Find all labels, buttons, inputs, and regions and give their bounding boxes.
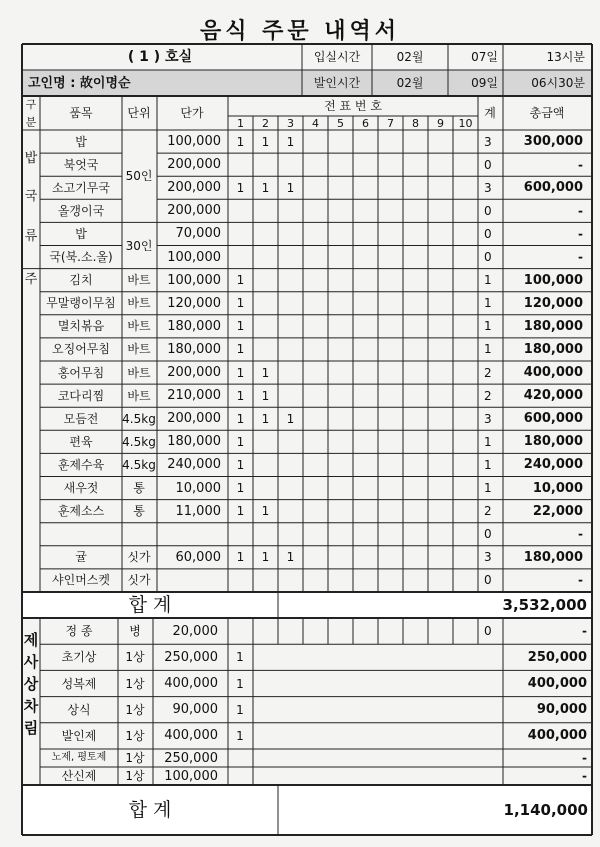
header-unit: 단위	[127, 106, 151, 120]
memorial-unit: 1상	[125, 650, 145, 665]
memorial-item: 정 종	[65, 624, 93, 639]
slip-mark: 1	[236, 296, 245, 311]
section-label-memorial: 차	[23, 696, 39, 715]
item-name: 오징어무침	[52, 342, 110, 357]
item-count: 1	[484, 457, 492, 472]
memorial-total: -	[582, 769, 587, 783]
item-unit: 통	[133, 481, 145, 496]
subtotal-food-label: 합 계	[128, 593, 172, 616]
slip-mark: 1	[236, 434, 245, 449]
item-count: 2	[484, 388, 492, 403]
memorial-mark: 1	[236, 702, 244, 717]
memorial-unit: 1상	[125, 728, 145, 743]
memorial-item: 성복제	[61, 676, 97, 691]
memorial-price: 250,000	[164, 649, 218, 665]
section-label-memorial: 림	[23, 718, 39, 737]
item-count: 0	[484, 527, 492, 542]
header-category: 분	[25, 115, 37, 129]
slip-number-5: 5	[337, 116, 344, 130]
slip-mark: 1	[261, 365, 270, 380]
memorial-mark: 1	[236, 650, 244, 665]
item-unit: 바트	[127, 273, 151, 288]
memorial-price: 250,000	[164, 750, 218, 766]
item-name: 소고기무국	[52, 180, 110, 195]
item-name: 김치	[69, 273, 93, 288]
section-label-type: 류	[24, 228, 38, 244]
slip-mark: 1	[261, 134, 270, 149]
slip-mark: 1	[286, 180, 295, 195]
item-unit: 바트	[127, 388, 151, 403]
slip-mark: 1	[236, 365, 245, 380]
item-total: 180,000	[523, 549, 583, 565]
item-unit: 통	[133, 504, 145, 519]
item-total: -	[578, 226, 583, 241]
memorial-total: 250,000	[527, 649, 587, 665]
item-price: 210,000	[167, 388, 221, 404]
item-price: 180,000	[167, 318, 221, 334]
item-total: 300,000	[523, 134, 583, 150]
item-name: 모듬전	[63, 411, 99, 426]
item-count: 0	[484, 203, 492, 218]
item-count: 0	[484, 226, 492, 241]
slip-mark: 1	[261, 180, 270, 195]
shared-unit-30: 30인	[125, 238, 153, 253]
departure-month: 02월	[396, 76, 424, 90]
item-unit: 4.5kg	[122, 411, 156, 426]
item-count: 0	[484, 573, 492, 588]
shared-unit-50: 50인	[125, 169, 153, 184]
item-total: 22,000	[532, 503, 583, 519]
item-total: 10,000	[532, 480, 583, 496]
item-price: 180,000	[167, 341, 221, 357]
slip-number-2: 2	[262, 116, 269, 130]
item-price: 70,000	[175, 226, 221, 242]
item-name: 샤인머스켓	[52, 573, 110, 588]
item-total: 600,000	[523, 411, 583, 427]
slip-mark: 1	[261, 411, 270, 426]
header-count: 계	[484, 106, 496, 120]
slip-mark: 1	[236, 273, 245, 288]
slip-number-7: 7	[387, 116, 394, 130]
memorial-item: 발인제	[61, 728, 97, 743]
slip-number-10: 10	[458, 116, 473, 130]
item-count: 3	[484, 411, 492, 426]
item-count: 2	[484, 504, 492, 519]
item-name: 국(북.소.올)	[49, 250, 113, 265]
item-total: 180,000	[523, 341, 583, 357]
subtotal-memorial-label: 합 계	[128, 798, 172, 821]
item-total: 100,000	[523, 272, 583, 288]
memorial-price: 400,000	[164, 676, 218, 691]
item-price: 200,000	[167, 180, 221, 196]
item-total: -	[578, 157, 583, 172]
memorial-price: 100,000	[164, 768, 218, 784]
memorial-count: 0	[484, 624, 492, 639]
slip-mark: 1	[261, 550, 270, 565]
section-label-memorial: 제	[23, 630, 39, 649]
memorial-unit: 병	[129, 624, 141, 639]
slip-mark: 1	[286, 411, 295, 426]
item-name: 북엇국	[63, 157, 99, 172]
item-total: 180,000	[523, 434, 583, 450]
page-title: 음식 주문 내역서	[199, 19, 401, 44]
departure-time: 06시30분	[531, 76, 585, 90]
memorial-unit: 1상	[125, 751, 145, 765]
slip-number-8: 8	[412, 116, 419, 130]
item-name: 훈제소스	[57, 504, 105, 519]
memorial-unit: 1상	[125, 676, 145, 691]
header-total: 총금액	[529, 106, 565, 120]
memorial-total: 400,000	[527, 676, 587, 691]
item-count: 3	[484, 550, 492, 565]
item-total: 120,000	[523, 295, 583, 311]
slip-number-3: 3	[287, 116, 294, 130]
slip-mark: 1	[286, 550, 295, 565]
item-count: 0	[484, 157, 492, 172]
memorial-price: 90,000	[172, 702, 218, 718]
memorial-price: 400,000	[164, 728, 218, 744]
subtotal-food-amount: 3,532,000	[502, 595, 587, 614]
section-label-soup: 국	[24, 188, 38, 204]
slip-mark: 1	[286, 134, 295, 149]
item-price: 200,000	[167, 157, 221, 173]
item-count: 1	[484, 342, 492, 357]
item-unit: 4.5kg	[122, 457, 156, 472]
memorial-item: 노제, 평토제	[51, 752, 107, 763]
item-name: 새우젓	[63, 481, 99, 496]
item-unit: 바트	[127, 365, 151, 380]
memorial-item: 상식	[67, 702, 91, 717]
item-unit: 바트	[127, 296, 151, 311]
item-total: 180,000	[523, 318, 583, 334]
item-price: 240,000	[167, 457, 221, 473]
slip-mark: 1	[236, 388, 245, 403]
item-price: 11,000	[175, 503, 221, 519]
section-label-side: 주	[24, 272, 38, 288]
departure-day: 09일	[471, 76, 498, 90]
slip-mark: 1	[236, 550, 245, 565]
item-price: 120,000	[167, 295, 221, 311]
memorial-price: 20,000	[172, 623, 218, 639]
slip-number-6: 6	[362, 116, 369, 130]
item-total: -	[578, 250, 583, 265]
checkin-label: 입실시간	[313, 50, 361, 64]
item-total: -	[578, 203, 583, 218]
subtotal-memorial-amount: 1,140,000	[503, 800, 588, 819]
item-name: 올갱이국	[57, 203, 105, 218]
slip-number-9: 9	[437, 116, 444, 130]
header-slip-number: 전 표 번 호	[324, 99, 382, 113]
item-name: 귤	[75, 550, 87, 565]
item-name: 밥	[75, 134, 87, 149]
item-name: 코다리찜	[57, 388, 105, 403]
slip-mark: 1	[236, 342, 245, 357]
slip-mark: 1	[236, 457, 245, 472]
item-total: 600,000	[523, 180, 583, 196]
slip-mark: 1	[236, 481, 245, 496]
memorial-mark: 1	[236, 676, 244, 691]
item-price: 200,000	[167, 365, 221, 381]
item-unit: 바트	[127, 342, 151, 357]
item-total: 420,000	[523, 388, 583, 404]
item-count: 1	[484, 273, 492, 288]
section-label-rice: 밥	[24, 150, 38, 166]
slip-mark: 1	[236, 411, 245, 426]
item-count: 1	[484, 296, 492, 311]
slip-mark: 1	[236, 319, 245, 334]
item-unit: 4.5kg	[122, 434, 156, 449]
item-count: 1	[484, 319, 492, 334]
slip-mark: 1	[236, 134, 245, 149]
item-name: 훈제수육	[57, 457, 105, 472]
item-unit: 바트	[127, 319, 151, 334]
memorial-item: 초기상	[61, 650, 97, 665]
slip-mark: 1	[261, 388, 270, 403]
slip-mark: 1	[236, 180, 245, 195]
item-price: 10,000	[175, 480, 221, 496]
item-price: 180,000	[167, 434, 221, 450]
item-count: 3	[484, 134, 492, 149]
item-unit: 싯가	[127, 550, 151, 565]
item-count: 1	[484, 434, 492, 449]
memorial-total: -	[582, 751, 587, 765]
item-name: 편육	[69, 434, 93, 449]
item-name: 홍어무침	[57, 365, 105, 380]
memorial-unit: 1상	[125, 702, 145, 717]
memorial-total: -	[582, 624, 587, 639]
item-name: 무말랭이무침	[46, 296, 116, 311]
item-total: -	[578, 527, 583, 542]
memorial-unit: 1상	[125, 769, 145, 783]
section-label-memorial: 상	[23, 674, 39, 693]
item-price: 200,000	[167, 411, 221, 427]
section-label-memorial: 사	[23, 652, 39, 671]
checkin-month: 02월	[396, 50, 424, 64]
item-total: 240,000	[523, 457, 583, 473]
slip-mark: 1	[261, 504, 270, 519]
item-name: 멸치볶음	[57, 319, 105, 334]
deceased-name: 고인명 : 故이명순	[28, 75, 131, 91]
item-price: 60,000	[175, 549, 221, 565]
item-price: 100,000	[167, 249, 221, 265]
item-count: 0	[484, 250, 492, 265]
checkin-time: 13시분	[546, 50, 585, 64]
item-count: 1	[484, 481, 492, 496]
item-price: 100,000	[167, 134, 221, 150]
header-category: 구	[25, 97, 37, 111]
slip-mark: 1	[236, 504, 245, 519]
item-total: -	[578, 573, 583, 588]
item-total: 400,000	[523, 365, 583, 381]
memorial-item: 산신제	[61, 769, 97, 783]
slip-number-1: 1	[237, 116, 244, 130]
header-price: 단가	[180, 106, 204, 120]
departure-label: 발인시간	[313, 76, 361, 90]
header-item: 품목	[69, 106, 93, 120]
memorial-mark: 1	[236, 728, 244, 743]
item-count: 2	[484, 365, 492, 380]
item-unit: 싯가	[127, 573, 151, 588]
room-number: ( 1 ) 호실	[127, 49, 193, 65]
slip-number-4: 4	[312, 116, 319, 130]
item-count: 3	[484, 180, 492, 195]
item-price: 200,000	[167, 203, 221, 219]
memorial-total: 90,000	[536, 702, 587, 718]
checkin-day: 07일	[471, 50, 498, 64]
item-name: 밥	[75, 226, 87, 241]
memorial-total: 400,000	[527, 728, 587, 744]
item-price: 100,000	[167, 272, 221, 288]
